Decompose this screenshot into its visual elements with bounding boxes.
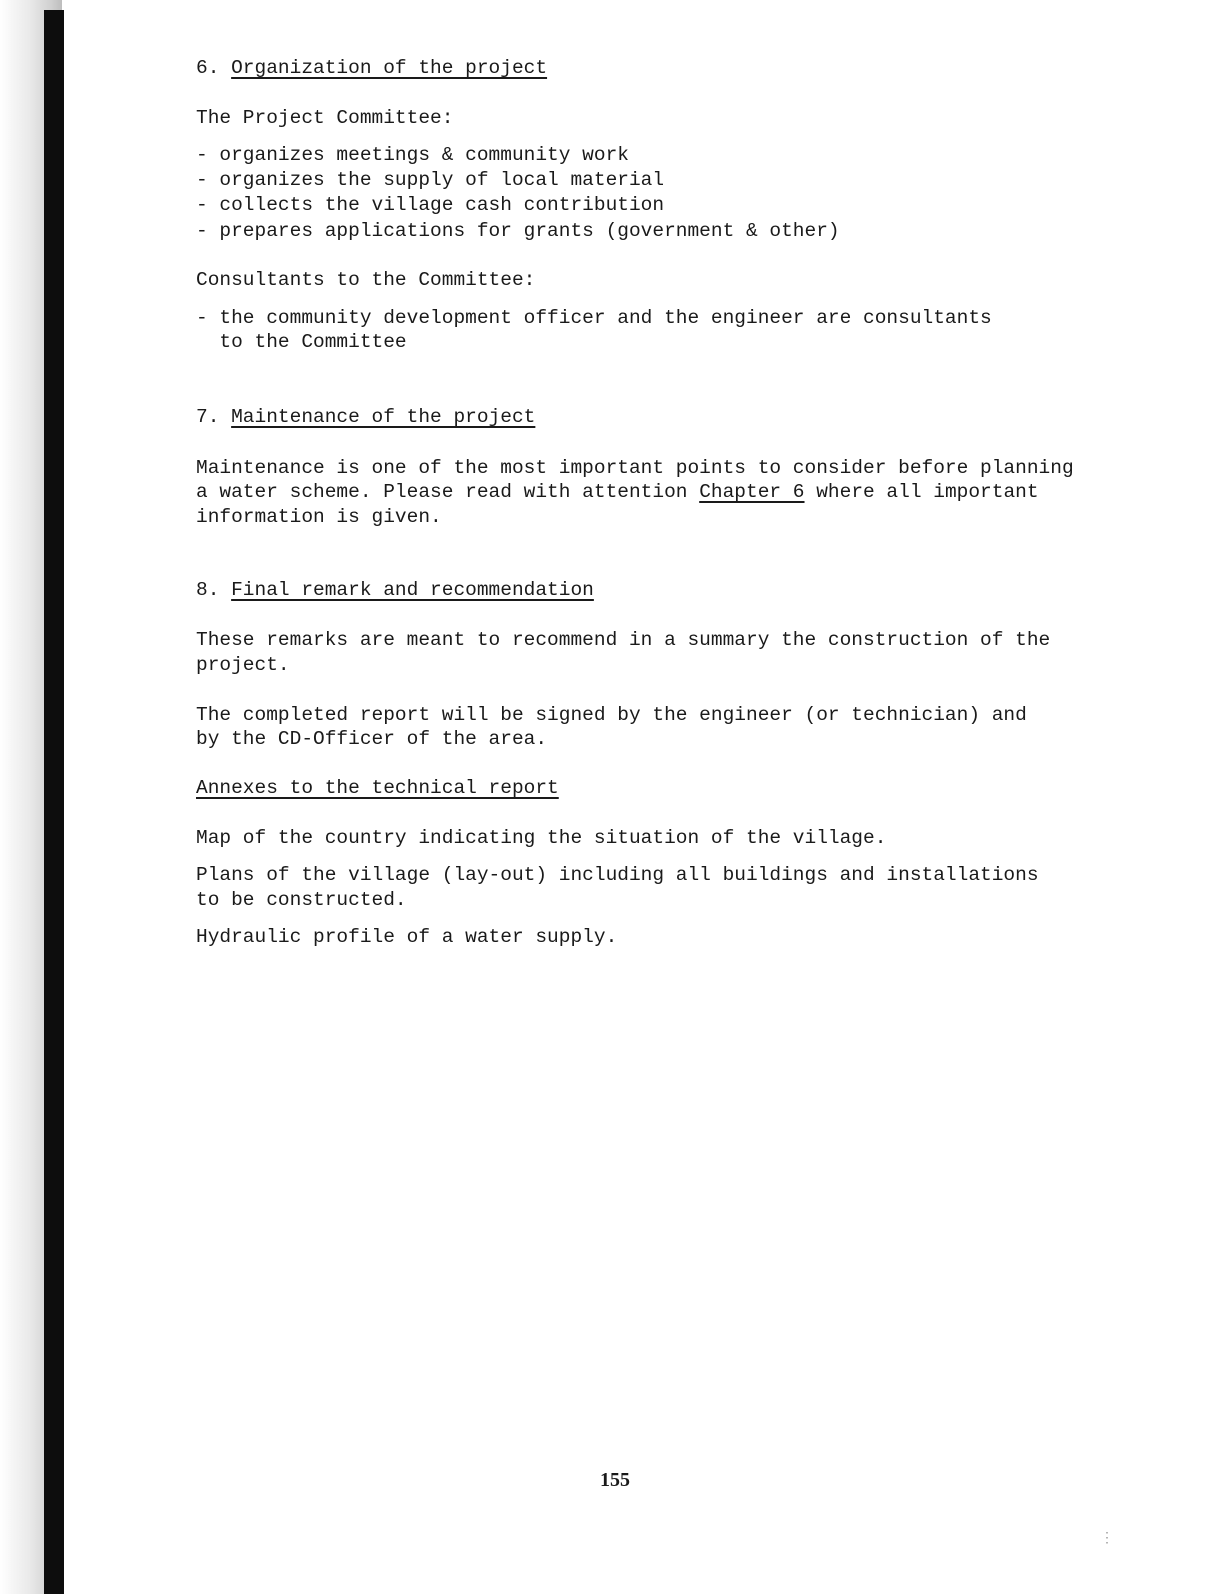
remarks-paragraph-line2: project. — [196, 654, 290, 676]
annexes-heading: Annexes to the technical report — [196, 777, 559, 799]
consultants-item-line1: - the community development officer and the engineer are consultants — [196, 307, 992, 329]
chapter-6-reference: Chapter 6 — [699, 481, 805, 503]
section-6-title: Organization of the project — [231, 57, 548, 79]
maintenance-paragraph-line1: Maintenance is one of the most important points to consider before planning — [196, 457, 1074, 479]
committee-item: - organizes meetings & community work — [196, 144, 629, 166]
committee-item: - collects the village cash contribution — [196, 194, 665, 216]
section-7-number: 7. — [196, 406, 232, 428]
section-8-heading — [196, 578, 594, 603]
scan-edge-bar — [44, 10, 64, 1594]
section-7-heading — [196, 405, 535, 430]
maintenance-text-after-link: where all important — [804, 481, 1039, 503]
maintenance-paragraph-line2 — [196, 480, 1039, 505]
annex-item-hydraulic-profile: Hydraulic profile of a water supply. — [196, 926, 618, 948]
section-8-title: Final remark and recommendation — [231, 579, 594, 601]
consultants-heading: Consultants to the Committee: — [196, 269, 536, 291]
consultants-item-line2: to the Committee — [196, 331, 407, 353]
committee-heading: The Project Committee: — [196, 107, 454, 129]
maintenance-paragraph-line3: information is given. — [196, 506, 442, 528]
section-7-title: Maintenance of the project — [231, 406, 536, 428]
section-8-number: 8. — [196, 579, 232, 601]
annex-item-plans-line1: Plans of the village (lay-out) including all buildings and installations — [196, 864, 1039, 886]
annex-item-plans-line2: to be constructed. — [196, 889, 407, 911]
signature-paragraph-line2: by the CD-Officer of the area. — [196, 728, 548, 750]
maintenance-text-before-link: a water scheme. Please read with attention — [196, 481, 700, 503]
page-number: 155 — [600, 1469, 630, 1491]
signature-paragraph-line1: The completed report will be signed by the engineer (or technician) and — [196, 704, 1027, 726]
section-6-number: 6. — [196, 57, 232, 79]
section-6-heading — [196, 56, 547, 81]
committee-item: - prepares applications for grants (government & other) — [196, 220, 840, 242]
remarks-paragraph-line1: These remarks are meant to recommend in a summary the construction of the — [196, 629, 1051, 651]
annex-item-map: Map of the country indicating the situation of the village. — [196, 827, 887, 849]
committee-item: - organizes the supply of local material — [196, 169, 665, 191]
scan-speck: ⋮ — [1100, 1531, 1114, 1547]
